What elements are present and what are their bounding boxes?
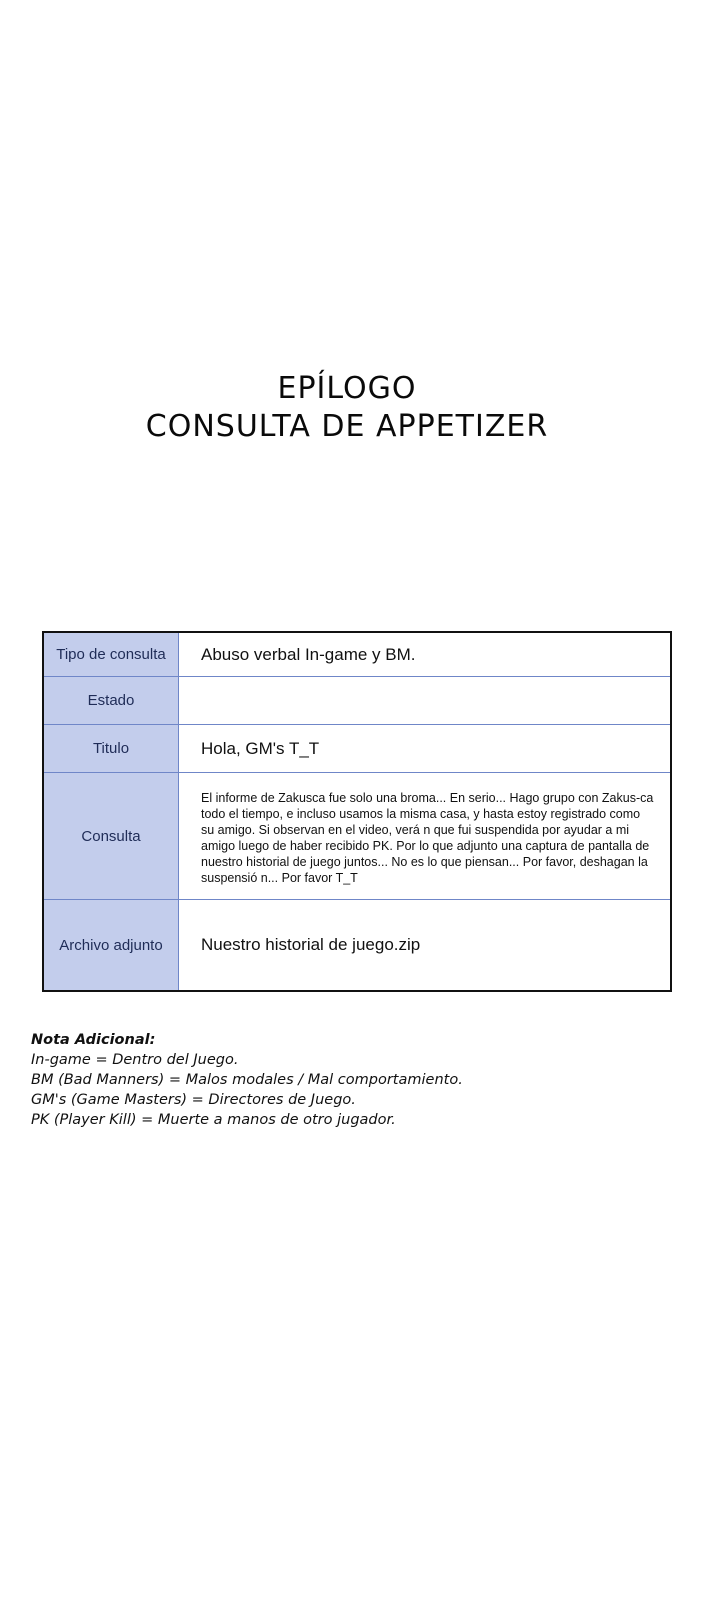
- note-line: In-game = Dentro del Juego.: [31, 1052, 239, 1068]
- title-line-subtitle: CONSULTA DE APPETIZER: [145, 409, 549, 444]
- label-inquiry-type: Tipo de consulta: [44, 633, 179, 677]
- inquiry-form: [42, 631, 672, 992]
- value-status: [179, 677, 670, 725]
- note-line: PK (Player Kill) = Muerte a manos de otro jugador.: [31, 1112, 396, 1128]
- additional-notes: [31, 1030, 463, 1130]
- title-line-epilogue: EPÍLOGO: [277, 371, 417, 406]
- chapter-title: [0, 370, 694, 446]
- label-status: Estado: [44, 677, 179, 725]
- value-inquiry: El informe de Zakusca fue solo una broma... En serio... Hago grupo con Zakus-ca todo el tiempo, e incluso usamos la misma casa, y hasta estoy registrado como su amigo. Si observan en el video, verá n que fui suspendida por ayudar a mi amigo luego de haber recibido PK. Por lo que adjunto una captura de pantalla de nuestro historial de juego juntos... No es lo que piensan... Por favor, deshagan la suspensió n... Por favor T_T: [179, 773, 670, 900]
- notes-heading: Nota Adicional:: [31, 1032, 156, 1048]
- label-title: Titulo: [44, 725, 179, 773]
- value-title: Hola, GM's T_T: [179, 725, 670, 773]
- note-line: BM (Bad Manners) = Malos modales / Mal comportamiento.: [31, 1072, 463, 1088]
- label-attachment: Archivo adjunto: [44, 900, 179, 990]
- value-attachment: Nuestro historial de juego.zip: [201, 935, 421, 954]
- label-inquiry: Consulta: [44, 773, 179, 900]
- value-inquiry-type: Abuso verbal In-game y BM.: [179, 633, 670, 677]
- note-line: GM's (Game Masters) = Directores de Juego.: [31, 1092, 356, 1108]
